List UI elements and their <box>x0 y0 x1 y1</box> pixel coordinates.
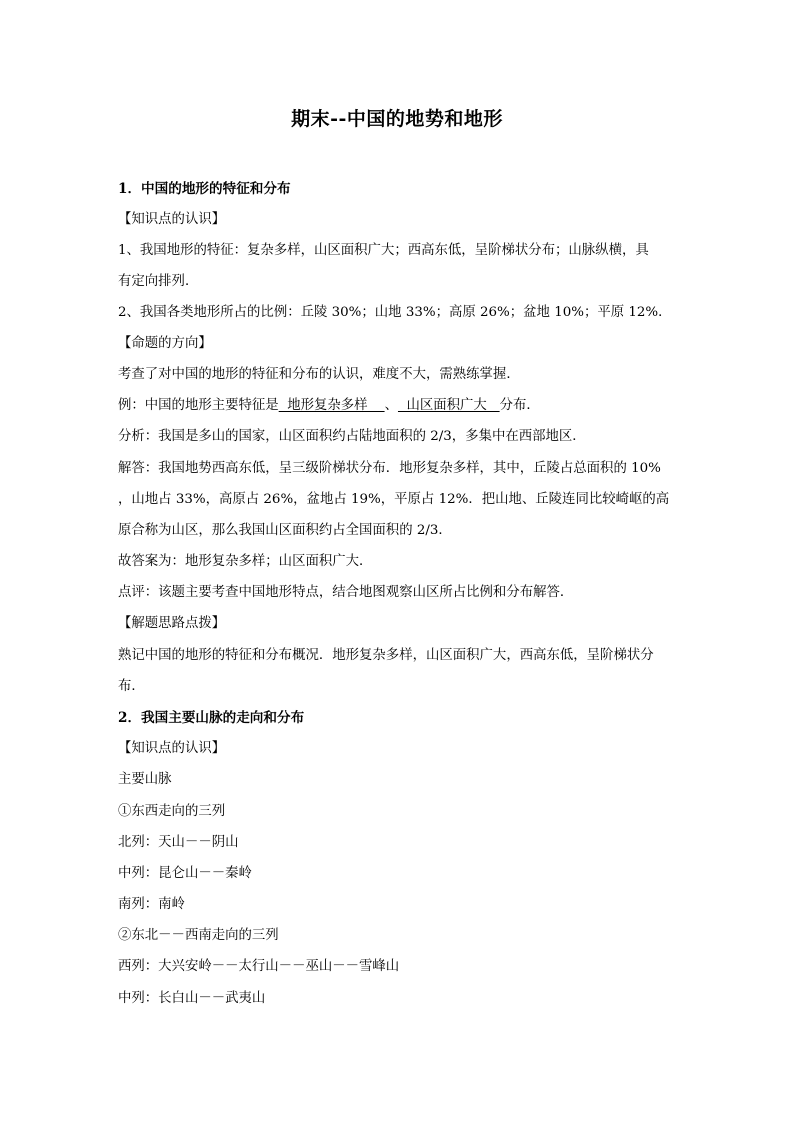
paragraph-line: 熟记中国的地形的特征和分布概况．地形复杂多样，山区面积广大，西高东低，呈阶梯状分 <box>118 648 654 663</box>
list-item: 中列：长白山－－武夷山 <box>118 991 266 1006</box>
knowledge-label: 【知识点的认识】 <box>118 741 226 756</box>
paragraph-line: 1、我国地形的特征：复杂多样，山区面积广大；西高东低，呈阶梯状分布；山脉纵横，具 <box>118 243 649 258</box>
example-question <box>118 394 540 413</box>
list-item: 主要山脉 <box>118 772 172 787</box>
analysis-line: 分析：我国是多山的国家，山区面积约占陆地面积的 2/3，多集中在西部地区． <box>118 429 586 444</box>
example-blank-2: 山区面积广大 <box>397 398 500 413</box>
example-blank-1: 地形复杂多样 <box>278 398 385 413</box>
list-item: 西列：大兴安岭－－太行山－－巫山－－雪峰山 <box>118 959 400 974</box>
direction-label: 【命题的方向】 <box>118 336 212 351</box>
example-prefix: 例：中国的地形主要特征是 <box>118 398 279 413</box>
paragraph-line: 2、我国各类地形所占的比例：丘陵 30%；山地 33%；高原 26%；盆地 10%；平原 12%． <box>118 305 672 320</box>
paragraph-line: 考查了对中国的地形的特征和分布的认识，难度不大，需熟练掌握． <box>118 367 520 382</box>
comment-line: 点评：该题主要考查中国地形特点，结合地图观察山区所占比例和分布解答． <box>118 585 574 600</box>
answer-line: ，山地占 33%，高原占 26%，盆地占 19%，平原占 12%．把山地、丘陵连同比较崎岖的高 <box>118 492 670 507</box>
section-2-heading: 2．我国主要山脉的走向和分布 <box>118 710 305 726</box>
example-separator: 、 <box>384 398 398 413</box>
paragraph-line: 布． <box>118 679 145 694</box>
answer-line: 原合称为山区，那么我国山区面积约占全国面积的 2/3． <box>118 523 452 538</box>
list-item: ②东北－－西南走向的三列 <box>118 928 279 943</box>
final-answer-line: 故答案为：地形复杂多样；山区面积广大． <box>118 554 373 569</box>
section-1-heading: 1．中国的地形的特征和分布 <box>118 181 291 197</box>
paragraph-line: 有定向排列． <box>118 274 199 289</box>
example-suffix: 分布． <box>499 398 540 413</box>
list-item: 北列：天山－－阴山 <box>118 835 239 850</box>
tip-label: 【解题思路点拨】 <box>118 616 226 631</box>
page-title: 期末--中国的地势和地形 <box>291 108 503 130</box>
list-item: 南列：南岭 <box>118 897 185 912</box>
list-item: ①东西走向的三列 <box>118 804 226 819</box>
list-item: 中列：昆仑山－－秦岭 <box>118 866 252 881</box>
answer-line: 解答：我国地势西高东低，呈三级阶梯状分布．地形复杂多样，其中，丘陵占总面积的 10% <box>118 461 661 476</box>
knowledge-label: 【知识点的认识】 <box>118 212 226 227</box>
